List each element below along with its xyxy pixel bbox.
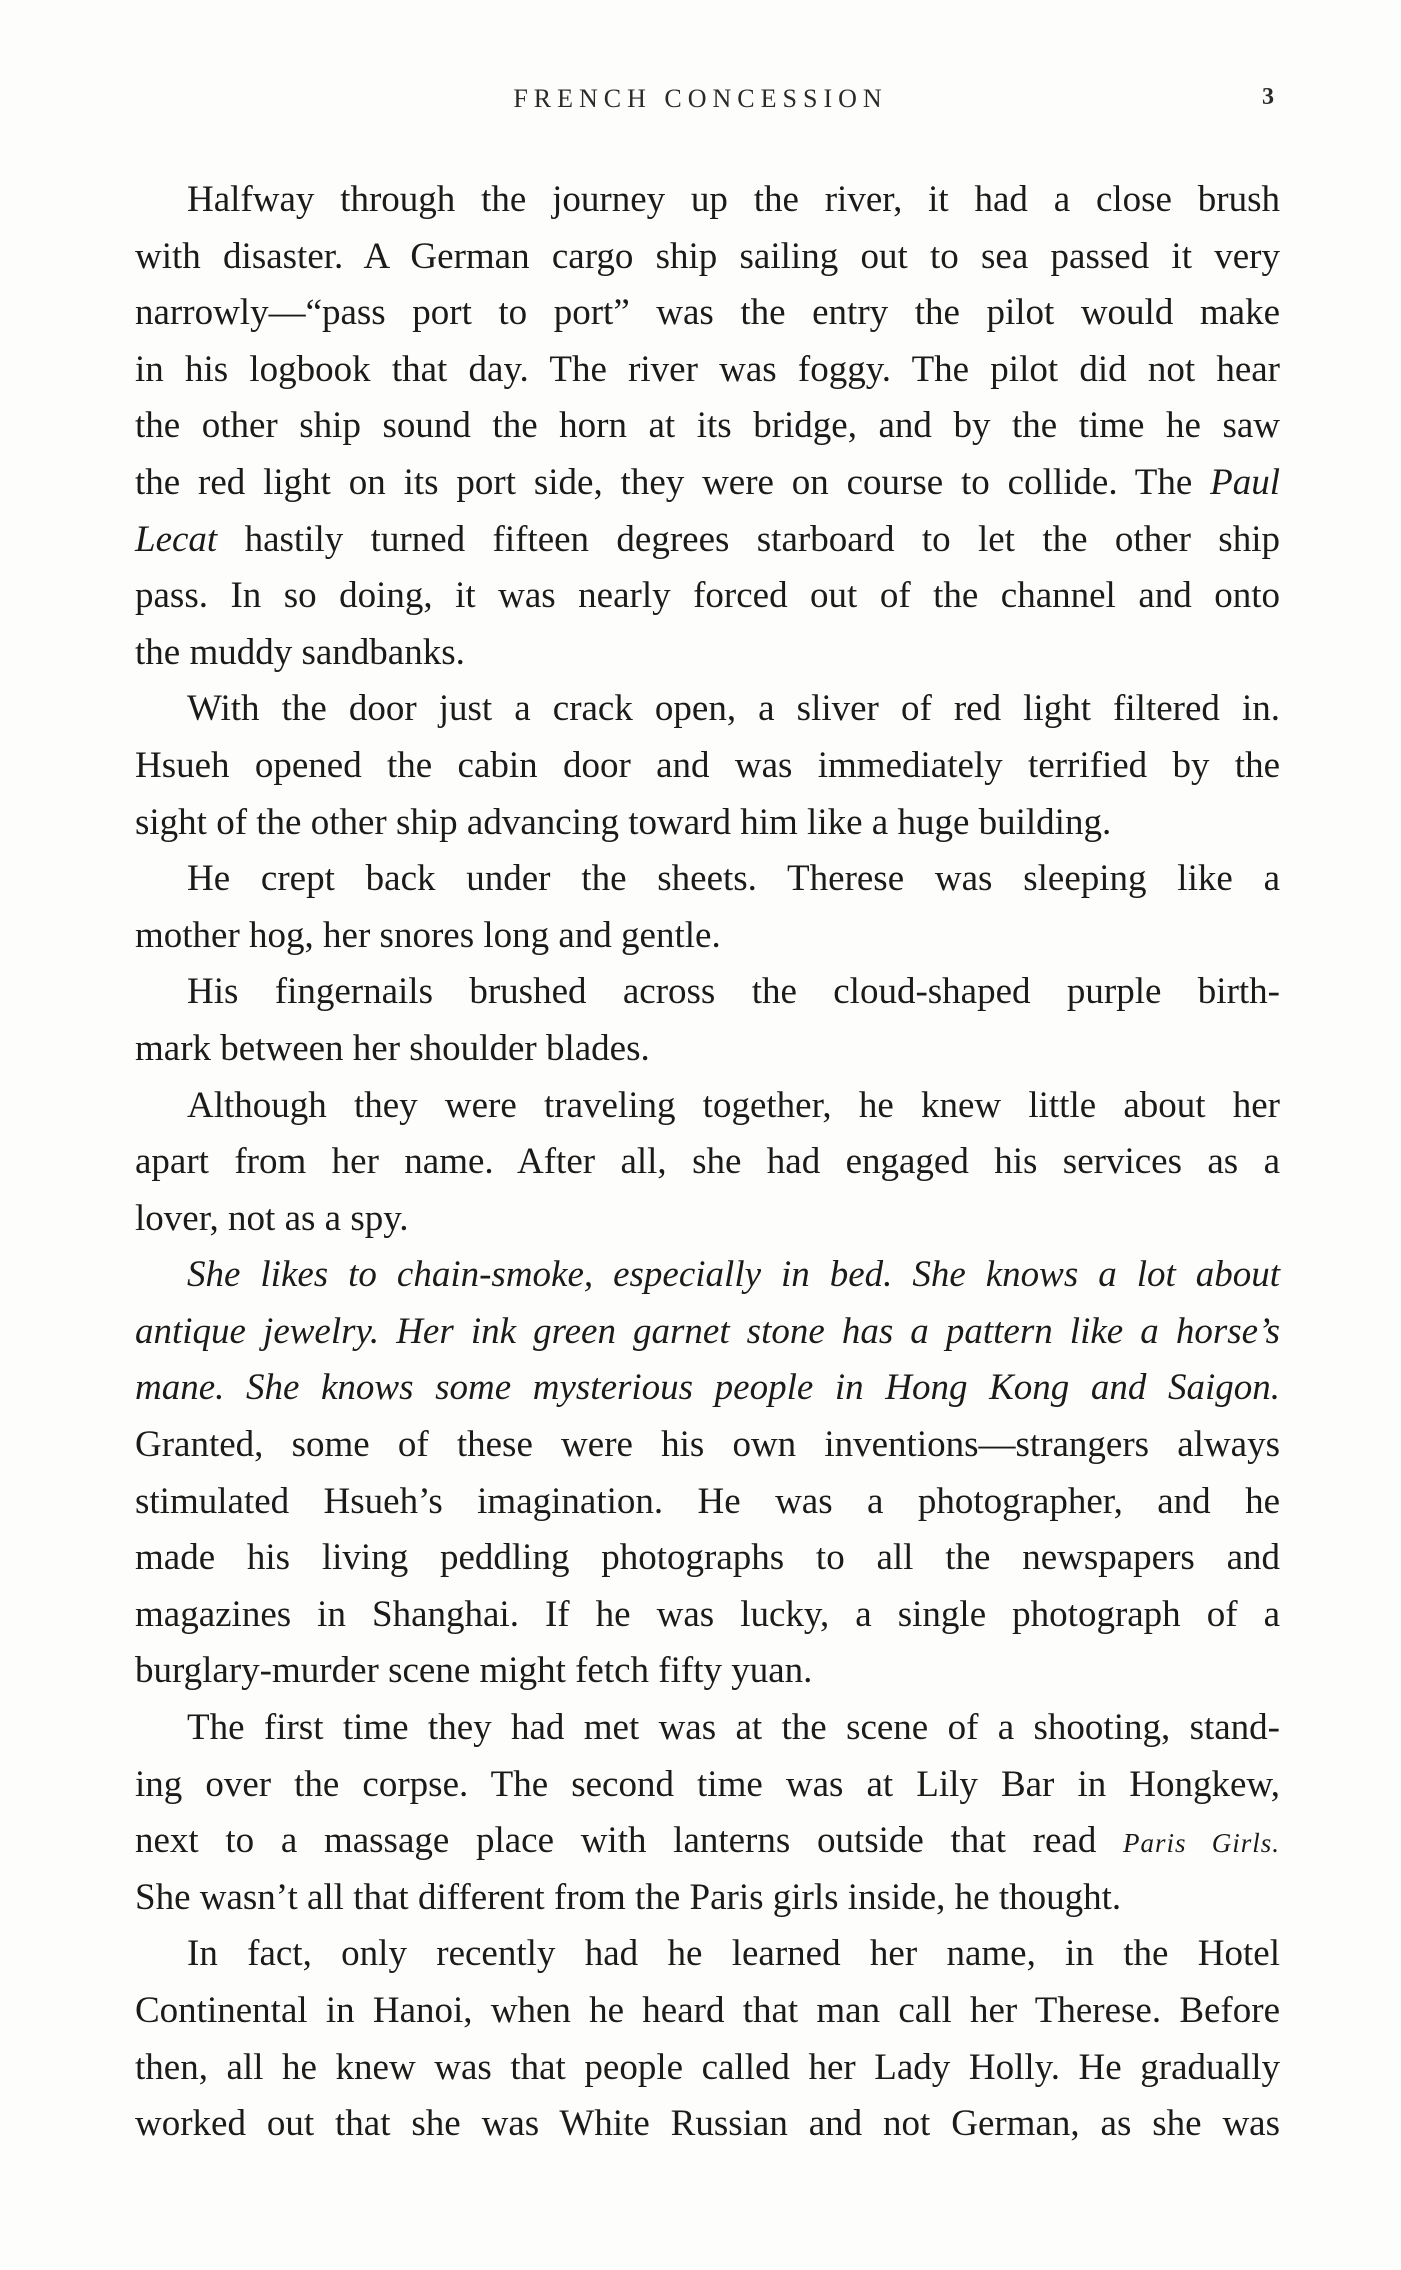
text-line: His fingernails brushed across the cloud-shaped purple birth- — [187, 971, 1280, 1013]
italic-text-line: She likes to chain-smoke, especially in bed. She knows a lot about — [187, 1254, 1280, 1296]
text-line: mother hog, her snores long and gentle. — [135, 914, 721, 956]
small-caps-sign-text: Paris Girls. — [1123, 1828, 1281, 1859]
text-line: In fact, only recently had he learned her name, in the Hotel — [187, 1933, 1280, 1975]
text-line: stimulated Hsueh’s imagination. He was a photographer, and he — [135, 1480, 1280, 1522]
ship-name-italic: Lecat — [135, 518, 218, 560]
text-line: next to a massage place with lanterns outside that read Paris Girls. — [135, 1820, 1281, 1862]
text-line: Halfway through the journey up the river, it had a close brush — [187, 179, 1280, 220]
text-line: ing over the corpse. The second time was at Lily Bar in Hongkew, — [135, 1763, 1280, 1805]
text-line: made his living peddling photographs to all the newspapers and — [135, 1537, 1280, 1579]
italic-text-line: antique jewelry. Her ink green garnet stone has a pattern like a horse’s — [135, 1310, 1280, 1352]
text-line: worked out that she was White Russian and not German, as she was — [135, 2103, 1280, 2145]
text-line: Although they were traveling together, he knew little about her — [187, 1084, 1280, 1126]
text-line: magazines in Shanghai. If he was lucky, a single photograph of a — [135, 1593, 1280, 1635]
text-line: He crept back under the sheets. Therese was sleeping like a — [187, 858, 1280, 900]
text-line: The first time they had met was at the scene of a shooting, stand- — [187, 1707, 1280, 1749]
text-line: sight of the other ship advancing toward him like a huge building. — [135, 801, 1112, 843]
text-line: the red light on its port side, they were on course to collide. The Paul — [135, 461, 1280, 503]
text-line: lover, not as a spy. — [135, 1197, 409, 1239]
text-line: the muddy sandbanks. — [135, 631, 465, 673]
text-line: Granted, some of these were his own inventions—strangers always — [135, 1424, 1280, 1466]
text-line: apart from her name. After all, she had engaged his services as a — [135, 1141, 1280, 1183]
text-line: Lecat hastily turned fifteen degrees starboard to let the other ship — [135, 518, 1280, 560]
page-number: 3 — [1262, 84, 1274, 110]
text-line: pass. In so doing, it was nearly forced out of the channel and onto — [135, 575, 1280, 617]
body-text — [135, 172, 1280, 2153]
text-line: with disaster. A German cargo ship sailing out to sea passed it very — [135, 235, 1280, 277]
text-line: narrowly—“pass port to port” was the entry the pilot would make — [135, 292, 1280, 334]
text-line: the other ship sound the horn at its bridge, and by the time he saw — [135, 405, 1280, 447]
ship-name-italic: Paul — [1210, 461, 1280, 503]
text-line: then, all he knew was that people called her Lady Holly. He gradually — [135, 2046, 1280, 2088]
text-line: burglary-murder scene might fetch fifty yuan. — [135, 1650, 813, 1692]
text-line: With the door just a crack open, a sliver of red light filtered in. — [187, 688, 1280, 730]
italic-text-line: mane. She knows some mysterious people in Hong Kong and Saigon. — [135, 1367, 1280, 1409]
text-line: in his logbook that day. The river was foggy. The pilot did not hear — [135, 348, 1280, 390]
text-line: Hsueh opened the cabin door and was immediately terrified by the — [135, 744, 1280, 786]
text-line: mark between her shoulder blades. — [135, 1027, 650, 1069]
text-line: Continental in Hanoi, when he heard that man call her Therese. Before — [135, 1990, 1280, 2031]
text-line: She wasn’t all that different from the Paris girls inside, he thought. — [135, 1876, 1122, 1918]
running-title: FRENCH CONCESSION — [513, 84, 888, 113]
